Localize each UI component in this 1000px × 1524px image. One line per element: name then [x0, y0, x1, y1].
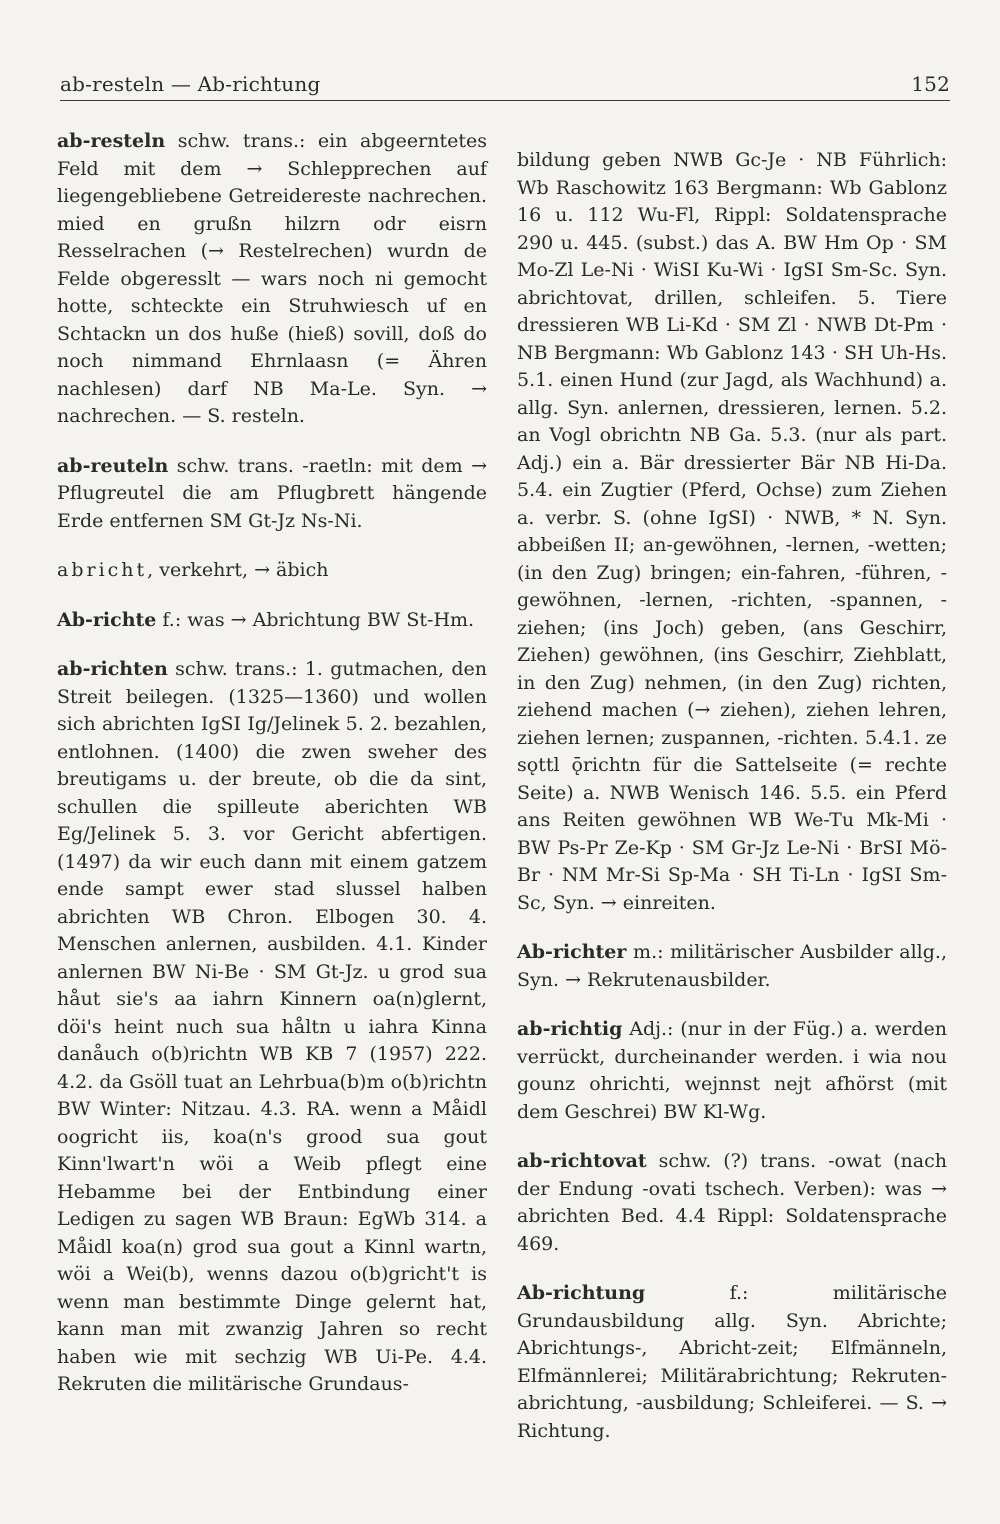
entry-text: m.: militärischer Ausbilder allg., Syn. → Rekrutenausbilder. — [517, 941, 947, 991]
left-column — [57, 128, 487, 1421]
continuation-text: bildung geben NWB Gc-Je · NB Führlich: Wb Raschowitz 163 Bergmann: Wb Gablonz 16 u. 112 Wu-Fl, Rippl: Soldatensprache 290 u. 445. (subst.) das A. BW Hm Op · SM Mo-Zl Le-Ni · WiSI Ku-Wi · IgSI Sm-Sc. Syn. abrichtovat, drillen, schleifen. 5. Tiere dressieren WB Li-Kd · SM Zl · NWB Dt-Pm · NB Bergmann: Wb Gablonz 143 · SH Uh-Hs. 5.1. einen Hund (zur Jagd, als Wachhund) a. allg. Syn. anlernen, dressieren, lernen. 5.2. an Vogl obrichtn NB Ga. 5.3. (nur als part. Adj.) ein a. Bär dressierter Bär NB Hi-Da. 5.4. ein Zugtier (Pferd, Ochse) zum Ziehen a. verbr. S. (ohne IgSI) · NWB, * N. Syn. abbeißen II; an-gewöhnen, -lernen, -wetten; (in den Zug) bringen; ein-fahren, -führen, -gewöhnen, -lernen, -richten, -spannen, -ziehen; (ins Joch) geben, (ans Geschirr, Ziehen) gewöhnen, (ins Geschirr, Ziehblatt, in den Zug) nehmen, (in den Zug) richten, ziehend machen (→ ziehen), ziehen lehren, ziehen lernen; zuspannen, -richten. 5.4.1. ze sǫttl ǭrichtn für die Sattelseite (= rechte Seite) a. NWB Wenisch 146. 5.5. ein Pferd ans Reiten gewöhnen WB We-Tu Mk-Mi · BW Ps-Pr Ze-Kp · SM Gr-Jz Le-Ni · BrSI Mö-Br · NM Mr-Si Sp-Ma · SH Ti-Ln · IgSI Sm-Sc, Syn. → einreiten. — [517, 149, 947, 914]
headword: ab-richtovat — [517, 1150, 647, 1172]
entry-text: schw. trans.: 1. gutmachen, den Streit beilegen. (1325—1360) und wollen sich abrichten IgSI Ig/Jelinek 5. 2. bezahlen, entlohnen. (1400) die zwen sweher des breutigams u. der breute, ob die da sint, schullen die spilleute aberichten WB Eg/Jelinek 5. 3. vor Gericht abfertigen. (1497) da wir euch dann mit einem gatzem ende sampt ewer stad slussel halben abrichten WB Chron. Elbogen 30. 4. Menschen anlernen, ausbilden. 4.1. Kinder anlernen BW Ni-Be · SM Gt-Jz. u grod sua håut sie's aa iahrn Kinnern oa(n)glernt, döi's heint nuch sua håltn u iahra Kinna danåuch o(b)richtn WB KB 7 (1957) 222. 4.2. da Gsöll tuat an Lehrbua(b)m o(b)richtn BW Winter: Nitzau. 4.3. RA. wenn a Måidl oogricht iis, koa(n's grood sua gout Kinn'lwart'n wöi a Weib pflegt eine Hebamme bei der Entbindung einer Ledigen zu sagen WB Braun: EgWb 314. a Måidl koa(n) grod sua gout a Kinnl wartn, wöi a Wei(b), wenns dazou o(b)gricht't is wenn man bestimmte Dinge gelernt hat, kann man mit zwanzig Jahren so recht haben wie mit sechzig WB Ui-Pe. 4.4. Rekruten die militärische Grundaus- — [57, 658, 487, 1395]
headword: Ab-richter — [517, 941, 627, 963]
headword: ab-richtig — [517, 1018, 623, 1040]
headword: Ab-richtung — [517, 1282, 646, 1304]
entry-ab-richtovat — [517, 1148, 947, 1258]
entry-ab-resteln — [57, 128, 487, 431]
header-rule — [60, 100, 950, 101]
entry-abricht — [57, 557, 487, 585]
entry-ab-richter — [517, 939, 947, 994]
entry-ab-richte — [57, 607, 487, 635]
entry-text: schw. (?) trans. -owat (nach der Endung -ovati tschech. Verben): was → abrichten Bed. 4.4 Rippl: Soldatensprache 469. — [517, 1150, 947, 1255]
entry-text: Adj.: (nur in der Füg.) a. werden verrückt, durcheinander werden. i wia nou gounz ohrichti, wejnnst nejt afhörst (mit dem Geschrei) BW Kl-Wg. — [517, 1018, 947, 1123]
entry-text: f.: was → Abrichtung BW St-Hm. — [156, 608, 475, 631]
entry-ab-richtung — [517, 1280, 947, 1445]
entry-text: , verkehrt, → äbich — [147, 559, 329, 581]
headword: ab-resteln — [57, 130, 166, 152]
entry-ab-richtig — [517, 1016, 947, 1126]
headword: ab-richten — [57, 658, 168, 680]
entry-ab-reuteln — [57, 453, 487, 536]
headword: abricht — [57, 559, 148, 581]
entry-continuation — [517, 147, 947, 917]
entry-text: schw. trans.: ein abgeerntetes Feld mit dem → Schlepprechen auf liegengebliebene Getreidereste nachrechen. mied en grußn hilzrn odr eisrn Resselrachen (→ Restelrechen) wurdn de Felde obgeresslt — wars noch ni gemocht hotte, schteckte ein Struhwiesch uf en Schtackn un dos huße (hieß) sovill, doß do noch nimmand Ehrnlaasn (= Ähren nachlesen) darf NB Ma-Le. Syn. → nachrechen. — S. resteln. — [57, 130, 487, 427]
entry-ab-richten — [57, 656, 487, 1399]
headword: Ab-richte — [57, 608, 157, 631]
page-number: 152 — [911, 72, 950, 96]
entry-text: schw. trans. -raetln: mit dem → Pflugreutel die am Pflugbrett hängende Erde entfernen SM Gt-Jz Ns-Ni. — [57, 454, 487, 532]
right-column — [517, 128, 947, 1467]
entry-text: f.: militärische Grundausbildung allg. Syn. Abrichte; Abrichtungs-, Abricht-zeit; Elfmänneln, Elfmännlerei; Militärabrichtung; Rekruten-abrichtung, -ausbildung; Schleiferei. — S. → Richtung. — [517, 1282, 947, 1442]
headword: ab-reuteln — [57, 454, 169, 477]
running-head-title: ab-resteln — Ab-richtung — [60, 72, 321, 96]
